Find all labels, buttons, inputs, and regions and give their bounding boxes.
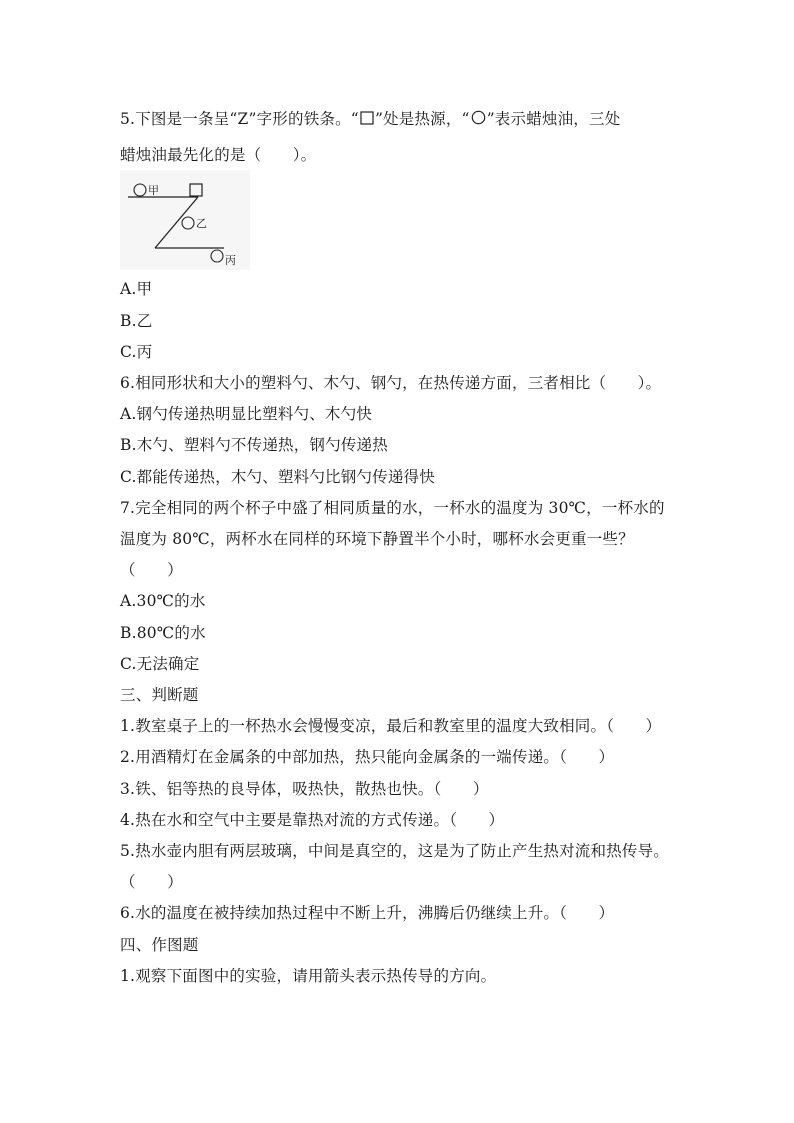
label-bing: 丙: [225, 254, 236, 267]
q5-option-a: A.甲: [120, 280, 153, 298]
circle-wax-icon: [471, 110, 486, 125]
tf-item-1: 1.教室桌子上的一杯热水会慢慢变凉，最后和教室里的温度大致相同。（ ）: [120, 717, 662, 735]
q7-option-b: B.80℃的水: [120, 624, 206, 642]
tf-item-2: 2.用酒精灯在金属条的中部加热，热只能向金属条的一端传递。（ ）: [120, 748, 615, 766]
drawing-item-1: 1.观察下面图中的实验，请用箭头表示热传导的方向。: [120, 967, 497, 985]
q7-option-a: A.30℃的水: [120, 592, 206, 610]
q7-stem-line1: 7.完全相同的两个杯子中盛了相同质量的水，一杯水的温度为 30℃，一杯水的: [120, 499, 665, 517]
q5-stem-part-c: ”表示蜡烛油，三处: [486, 110, 621, 128]
q6-option-c: C.都能传递热，木勺、塑料勺比钢勺传递得快: [120, 468, 435, 486]
label-jia: 甲: [148, 184, 159, 197]
q6-stem: 6.相同形状和大小的塑料勺、木勺、钢勺，在热传递方面，三者相比（ ）。: [120, 374, 662, 392]
square-heat-source-icon: [360, 111, 374, 125]
section3-title: 三、判断题: [120, 686, 199, 704]
q7-option-c: C.无法确定: [120, 655, 200, 673]
q5-option-c: C.丙: [120, 343, 153, 361]
q5-stem-part-b: ”处是热源，“: [374, 110, 470, 128]
q6-option-b: B.木勺、塑料勺不传递热，钢勺传递热: [120, 436, 388, 454]
label-yi: 乙: [196, 217, 207, 230]
q6-option-a: A.钢勺传递热明显比塑料勺、木勺快: [120, 405, 373, 423]
q7-answer-blank: （ ）: [120, 561, 183, 579]
tf-item-5-blank: （ ）: [120, 873, 183, 891]
q7-stem-line2: 温度为 80℃，两杯水在同样的环境下静置半个小时，哪杯水会更重一些？: [120, 530, 634, 548]
tf-item-5: 5.热水壶内胆有两层玻璃，中间是真空的，这是为了防止产生热对流和热传导。: [120, 842, 669, 860]
q5-option-b: B.乙: [120, 312, 153, 330]
q5-stem-line1: [120, 108, 620, 130]
tf-item-4: 4.热在水和空气中主要是靠热对流的方式传递。（ ）: [120, 811, 505, 829]
q5-stem-line2: 蜡烛油最先化的是（ ）。: [120, 146, 317, 164]
q5-stem-part-a: 5.下图是一条呈“Z”字形的铁条。“: [120, 110, 359, 128]
section4-title: 四、作图题: [120, 936, 199, 954]
tf-item-6: 6.水的温度在被持续加热过程中不断上升，沸腾后仍继续上升。（ ）: [120, 904, 615, 922]
z-iron-strip-figure: [120, 170, 250, 270]
tf-item-3: 3.铁、铝等热的良导体，吸热快，散热也快。（ ）: [120, 780, 489, 798]
